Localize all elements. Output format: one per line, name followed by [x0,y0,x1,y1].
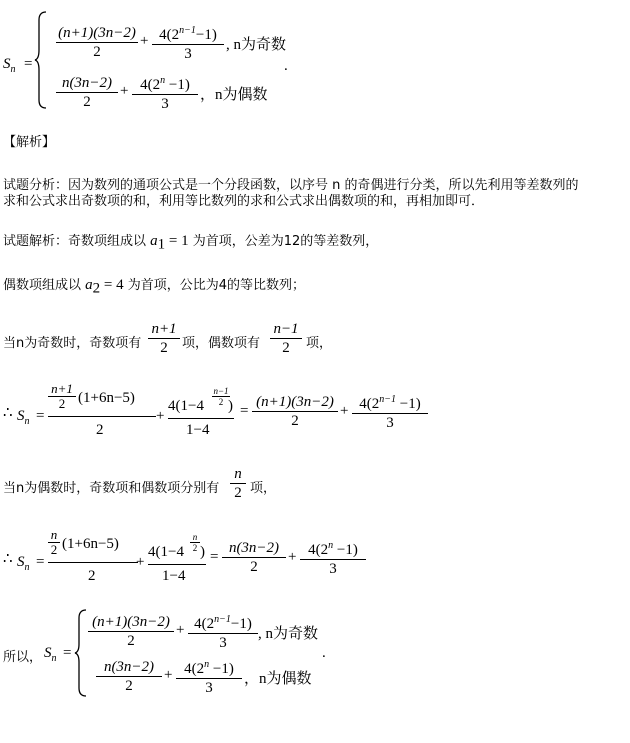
fraction: n 2 [230,465,246,502]
fraction: $4(2^{n-1}-1)$ 3 [188,611,258,652]
plus-sign: + [164,667,173,683]
fraction: (n+1)(3n−2) 2 [252,393,338,430]
sn-symbol: $S_n$ [17,408,30,427]
sn-symbol: $S_n$ [44,645,57,664]
odd-case-text: 项， [306,336,333,351]
fraction: (n+1)(3n−2) 2 [88,613,174,650]
condition-even: ，n为偶数 [200,87,268,103]
plus-sign: + [136,554,145,570]
fraction: $4(2^n -1)$ 3 [132,72,198,113]
plus-sign: + [176,622,185,638]
fraction: n(3n−2) 2 [96,658,162,695]
fraction: $4(2^n -1)$ 3 [176,656,242,697]
analysis-heading: 【解析】 [3,135,56,150]
plus-sign: + [156,408,165,424]
plus-sign: + [340,403,349,419]
solution-line-odd-terms: 试题解析：奇数项组成以 $a_1 = 1$ 为首项，公差为12的等差数列， [3,233,379,253]
odd-case-text: 当n为奇数时，奇数项有 [3,336,142,351]
fraction: n+1 2 [148,320,180,357]
therefore-symbol: ∴ [3,551,13,567]
equals-sign: = [210,549,219,565]
analysis-text: 试题分析：因为数列的通项公式是一个分段函数，以序号 n 的奇偶进行分类，所以先利用等差数列的 [3,178,579,193]
condition-odd: , n为奇数 [258,626,319,642]
odd-case-text: 项，偶数项有 [182,336,261,351]
period: . [322,645,326,661]
fraction: $4(2^n -1)$ 3 [300,537,366,578]
sn-symbol: $S_n$ [3,56,16,75]
fraction: n(3n−2) 2 [222,539,286,576]
plus-sign: + [288,549,297,565]
plus-sign: + [140,33,149,49]
fraction: n−1 2 [270,320,302,357]
fraction: $4(2^{n-1} -1)$ 3 [352,391,428,432]
plus-sign: + [120,83,129,99]
analysis-text: 求和公式求出奇数项的和，利用等比数列的求和公式求出偶数项的和，再相加即可． [3,194,485,209]
fraction: n(3n−2) 2 [56,74,118,111]
equals-sign: = [240,403,249,419]
sn-symbol: $S_n$ [17,554,30,573]
equals-sign: = [36,408,45,424]
period: . [284,58,288,74]
equals-sign: = [36,554,45,570]
fraction: (n+1)(3n−2) 2 [56,24,138,61]
solution-line-even-terms: 偶数项组成以 $a_2 = 4$ 为首项，公比为4的等比数列； [3,277,306,297]
conclusion-prefix: 所以， [3,650,43,665]
condition-odd: , n为奇数 [226,37,287,53]
left-brace [34,10,48,110]
equals-sign: = [24,56,33,72]
even-case-text: 当n为偶数时，奇数项和偶数项分别有 [3,481,220,496]
fraction: $4(2^{n-1}-1)$ 3 [152,22,224,63]
therefore-symbol: ∴ [3,405,13,421]
left-brace [74,608,88,698]
even-case-text: 项， [250,481,277,496]
condition-even: ，n为偶数 [244,671,312,687]
equals-sign: = [63,645,72,661]
